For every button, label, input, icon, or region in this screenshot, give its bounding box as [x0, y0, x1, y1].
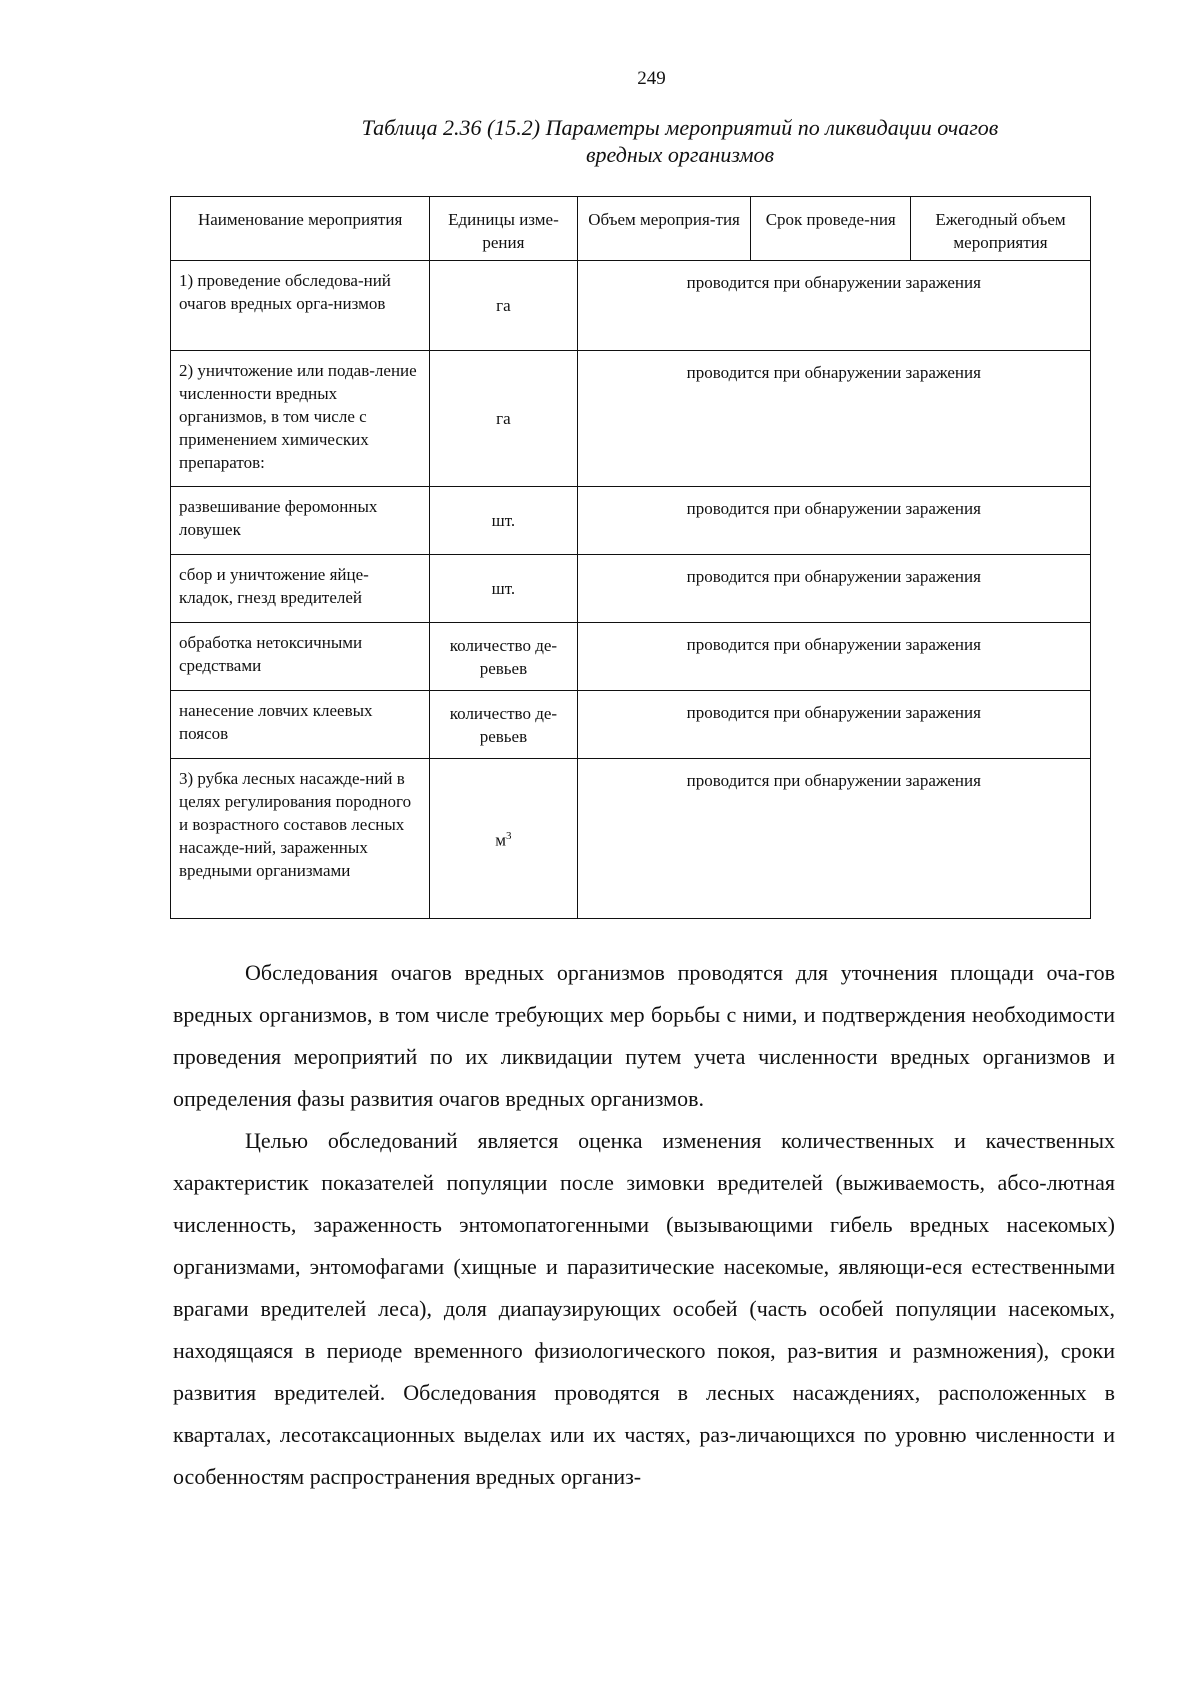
table-row — [171, 487, 1091, 555]
row-name: 3) рубка лесных насажде-ний в целях регулирования породного и возрастного составов лесных насажде-ний, зараженных вредными организмами — [171, 759, 430, 919]
header-term: Срок проведе-ния — [751, 197, 911, 261]
row-unit — [430, 759, 577, 919]
row-note: проводится при обнаружении заражения — [577, 691, 1090, 759]
row-unit: шт. — [430, 555, 577, 623]
row-note: проводится при обнаружении заражения — [577, 555, 1090, 623]
table-header-row — [171, 197, 1091, 261]
table-row — [171, 261, 1091, 351]
table-caption-line-1: Таблица 2.36 (15.2) Параметры мероприятий по ликвидации очагов — [361, 115, 999, 140]
paragraph: Целью обследований является оценка изменения количественных и качественных характеристик показателей популяции после зимовки вредителей (выживаемость, абсо-лютная численность, зараженность энтомопатогенными (вызывающими гибель вредных насекомых) организмами, энтомофагами (хищные и паразитические насекомые, являющи-еся естественными врагами вредителей леса), доля диапаузирующих особей (часть особей популяции насекомых, находящаяся в периоде временного физиологического покоя, раз-вития и размножения), сроки развития вредителей. Обследования проводятся в лесных насаждениях, расположенных в кварталах, лесотаксационных выделах или их частях, раз-личающихся по уровню численности и особенностям распространения вредных организ- — [173, 1128, 1115, 1489]
row-unit: количество де-ревьев — [430, 623, 577, 691]
table-caption-line-2: вредных организмов — [585, 142, 775, 167]
header-unit: Единицы изме-рения — [430, 197, 577, 261]
row-unit: га — [430, 261, 577, 351]
header-name: Наименование мероприятия — [171, 197, 430, 261]
row-name: нанесение ловчих клеевых поясов — [171, 691, 430, 759]
table-row — [171, 351, 1091, 487]
table-row — [171, 759, 1091, 919]
header-annual-volume: Ежегодный объем мероприятия — [911, 197, 1091, 261]
table-row — [171, 555, 1091, 623]
paragraph: Обследования очагов вредных организмов проводятся для уточнения площади оча-гов вредных организмов, в том числе требующих мер борьбы с ними, и подтверждения необходимости проведения мероприятий по их ликвидации путем учета численности вредных организмов и определения фазы развития очагов вредных организмов. — [173, 960, 1115, 1111]
body-text — [173, 952, 1115, 1498]
row-unit: количество де-ревьев — [430, 691, 577, 759]
table-row — [171, 691, 1091, 759]
row-name: сбор и уничтожение яйце-кладок, гнезд вредителей — [171, 555, 430, 623]
row-note: проводится при обнаружении заражения — [577, 759, 1090, 919]
row-note: проводится при обнаружении заражения — [577, 487, 1090, 555]
table-caption — [300, 114, 1060, 168]
row-unit: га — [430, 351, 577, 487]
row-name: 1) проведение обследова-ний очагов вредных орга-низмов — [171, 261, 430, 351]
row-name: 2) уничтожение или подав-ление численности вредных организмов, в том числе с применением химических препаратов: — [171, 351, 430, 487]
row-note: проводится при обнаружении заражения — [577, 351, 1090, 487]
measures-table — [170, 196, 1091, 919]
row-note: проводится при обнаружении заражения — [577, 623, 1090, 691]
table-row — [171, 623, 1091, 691]
row-name: обработка нетоксичными средствами — [171, 623, 430, 691]
row-note: проводится при обнаружении заражения — [577, 261, 1090, 351]
header-volume: Объем мероприя-тия — [577, 197, 751, 261]
unit-text: м — [495, 830, 507, 850]
page-number: 249 — [637, 68, 666, 89]
row-unit: шт. — [430, 487, 577, 555]
row-name: развешивание феромонных ловушек — [171, 487, 430, 555]
unit-superscript: 3 — [506, 830, 512, 843]
